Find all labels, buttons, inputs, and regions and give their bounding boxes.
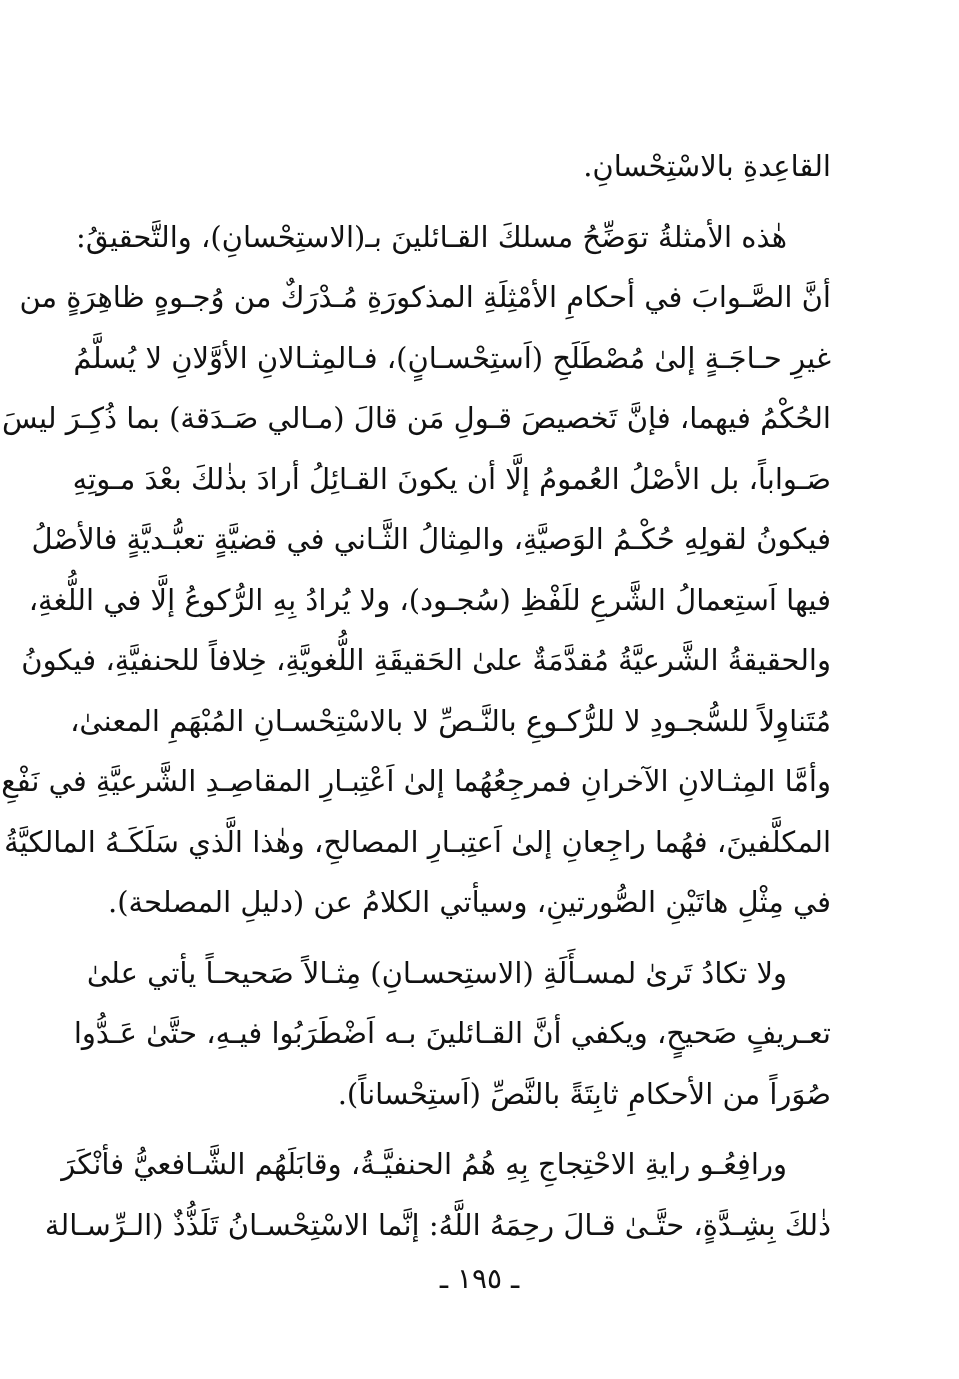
text-line: وأمَّا المِثـالانِ الآخرانِ فمرجِعُهُما إلىٰ اَعْتِبـارِ المقاصِـدِ الشَّرعيَّةِ في نَفْعِ [1,764,831,798]
page-number: ـ ١٩٥ ـ [439,1262,520,1295]
text-line: تعـريفٍ صَحيحٍ، ويكفي أنَّ القـائلينَ بـه اَضْطَرَبُوا فيـهِ، حتَّىٰ عَـدُّوا [73,1016,831,1050]
paragraph-continuation [125,136,831,197]
text-line: الحُكْمُ فيهما، فإنَّ تَخصيصَ قـولِ مَن قالَ (مـالي صَـدَقة) بما ذُكِـرَ ليسَ [2,401,831,435]
text-line: المكلَّفينَ، فهُما راجِعانِ إلىٰ اَعتِبـارِ المصالحِ، وهٰذا الَّذي سَلَكَـهُ المالكيَّةُ [4,824,831,859]
text-line: هٰذه الأمثلةُ توَضِّحُ مسلكَ القـائلينَ بـ(الاستِحْسانِ)، والتَّحقيقُ: [76,219,787,254]
paragraph-definition [73,943,831,1125]
text-line: فيها اَستِعمالُ الشَّرعِ للَفْظِ (سُجـود)، ولا يُرادُ بِهِ الرُّكوعُ إلَّا في اللُّغةِ، [28,582,831,617]
text-line: ذٰلكَ بِشِـدَّةٍ، حتَّـىٰ قـالَ رحِمَهُ اللَّهُ: إنَّما الاسْتِحْسـانُ تَلَذُّذٌ (الـرِّسـالة [44,1207,831,1242]
text-line: مُتَناوِلاً للسُّجـودِ لا للرُّكـوعِ بالنَّـصِّ لا بالاسْتِحْسـانِ المُبْهَمِ المعنىٰ، [70,703,831,738]
text-line: ولا تكادُ تَرىٰ لمسـأَلَةِ (الاستِحسـانِ) مِثـالاً صَحيحـاً يأتي علىٰ [86,955,787,990]
text-line: أنَّ الصَّـوابَ في أحكامِ الأمْثِلَةِ المذكورَةِ مُـدْرَكٌ من وُجـوهٍ ظاهِرَةٍ من [19,280,831,314]
text-line: صَـواباً، بل الأصْلُ العُمومُ إلَّا أن يكونَ القـائِلُ أرادَ بذٰلكَ بعْدَ مـوتِهِ [72,461,831,496]
paragraph-examples [1,207,831,933]
text-line: صُوَراً من الأحكامِ ثابِتَةً بالنَّصِّ (اَستِحْساناً). [337,1076,831,1111]
body-text [1,136,831,1255]
paragraph-hanafi [44,1134,831,1255]
text-line: في مِثْلِ هاتَيْنِ الصُّورتينِ، وسيأتي الكلامُ عن (دليلِ المصلحة). [107,885,831,919]
text-line: والحقيقةُ الشَّرعيَّةُ مُقدَّمَةٌ علىٰ الحَقيقَةِ اللُّغويَّةِ، خِلافاً للحنفيَّةِ، فيكونُ [21,643,831,677]
text-line: القاعِدةِ بالاسْتِحْسانِ. [583,149,831,183]
text-line: غيرِ حـاجَـةٍ إلىٰ مُصْطَلَحِ (اَستِحْسـانٍ)، فـالمِثـالانِ الأوَّلانِ لا يُسلَّمُ [73,340,831,375]
text-line: ورافِعُـو رايةِ الاحْتِجاجِ بِهِ هُمُ الحنفيَّـةُ، وقابَلَهُم الشَّـافعيُّ فأنْكَرَ [61,1147,787,1181]
text-line: فيكونُ لقولِهِ حُكْـمُ الوَصيَّةِ، والمِثالُ الثَّـاني في قضيَّةٍ تعبُّـديَّةٍ فالأصْلُ [31,522,831,556]
